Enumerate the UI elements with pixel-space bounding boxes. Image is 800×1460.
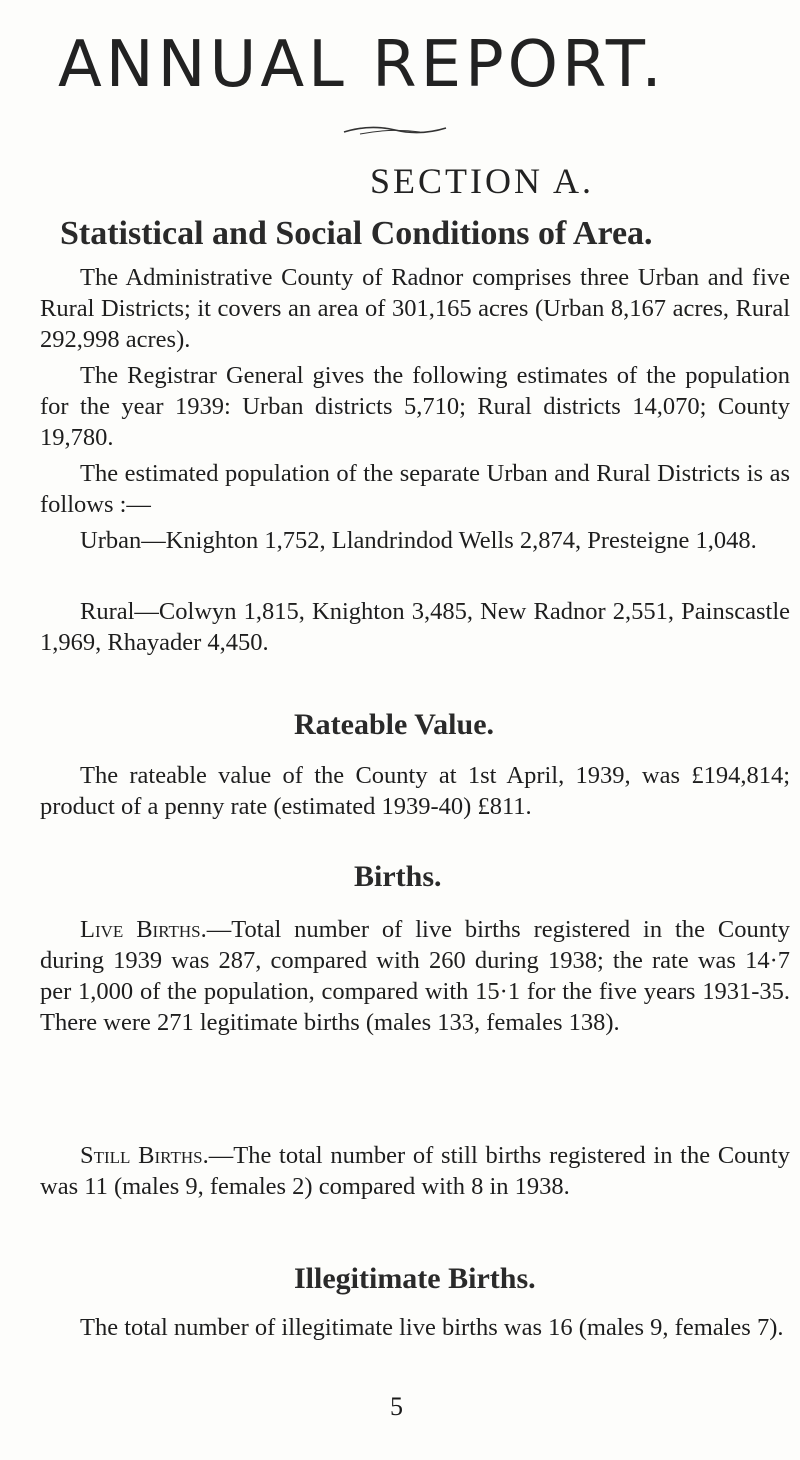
rateable-value-text: The rateable value of the County at 1st April, 1939, was £194,814; product of a penny rate (estimated 1939-40) £811. bbox=[40, 762, 790, 820]
illegitimate-births-heading: Illegitimate Births. bbox=[294, 1262, 536, 1295]
urban-districts-paragraph bbox=[40, 525, 790, 556]
divider-ornament-icon bbox=[340, 122, 450, 138]
intro-paragraph-estimated bbox=[40, 458, 790, 520]
section-label: SECTION A. bbox=[370, 161, 595, 201]
still-births-text: —The total number of still births registered in the County was 11 (males 9, females 2) compared with 8 in 1938. bbox=[40, 1142, 790, 1200]
intro-population-text: The Registrar General gives the following estimates of the population for the year 1939: Urban districts 5,710; Rural districts 14,070; County 19,780. bbox=[40, 362, 790, 451]
intro-paragraph-population bbox=[40, 360, 790, 453]
rural-districts-text: Rural—Colwyn 1,815, Knighton 3,485, New Radnor 2,551, Painscastle 1,969, Rhayader 4,450. bbox=[40, 598, 790, 656]
live-births-paragraph bbox=[40, 914, 790, 1038]
section-title: Statistical and Social Conditions of Area. bbox=[60, 215, 653, 252]
rural-districts-paragraph bbox=[40, 596, 790, 658]
live-births-label: Live Births. bbox=[80, 916, 207, 943]
illegitimate-births-text: The total number of illegitimate live births was 16 (males 9, females 7). bbox=[80, 1314, 784, 1341]
intro-estimated-text: The estimated population of the separate Urban and Rural Districts is as follows :— bbox=[40, 460, 790, 518]
intro-area-text: The Administrative County of Radnor comprises three Urban and five Rural Districts; it covers an area of 301,165 acres (Urban 8,167 acres, Rural 292,998 acres). bbox=[40, 264, 790, 353]
page-number: 5 bbox=[390, 1392, 403, 1421]
rateable-value-paragraph bbox=[40, 760, 790, 822]
births-heading: Births. bbox=[354, 860, 442, 893]
intro-paragraph-area bbox=[40, 262, 790, 355]
illegitimate-births-paragraph bbox=[40, 1312, 790, 1343]
still-births-label: Still Births. bbox=[80, 1142, 209, 1169]
report-title: ANNUAL REPORT. bbox=[58, 28, 666, 102]
still-births-paragraph bbox=[40, 1140, 790, 1202]
rateable-value-heading: Rateable Value. bbox=[294, 708, 495, 741]
urban-districts-text: Urban—Knighton 1,752, Llandrindod Wells 2,874, Presteigne 1,048. bbox=[80, 527, 757, 554]
live-births-text: —Total number of live births registered in the County during 1939 was 287, compared with 260 during 1938; the rate was 14·7 per 1,000 of the population, compared with 15·1 for the five years 1931-35. There were 271 legitimate births (males 133, females 138). bbox=[40, 916, 790, 1036]
